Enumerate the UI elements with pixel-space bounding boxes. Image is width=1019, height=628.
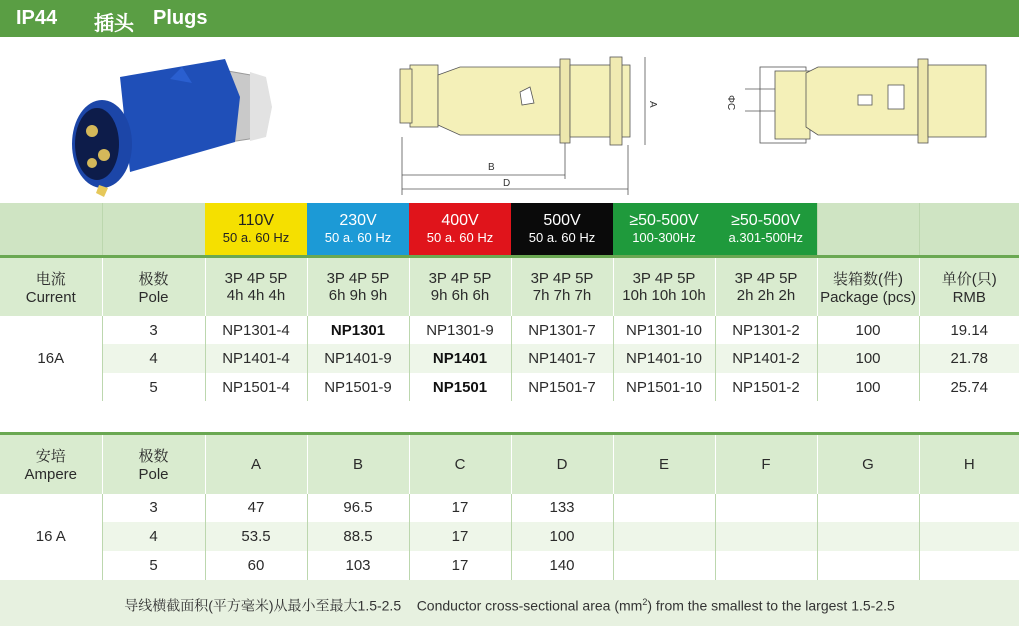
plug-photo: [72, 59, 272, 197]
voltage-cell: ≥50-500V a.301-500Hz: [715, 203, 817, 256]
header-code: IP44: [16, 7, 58, 29]
product-code: NP1401-9: [307, 344, 409, 373]
product-code: NP1501-4: [205, 373, 307, 401]
product-photo-and-drawings: [0, 37, 1019, 203]
note-sup: 2: [642, 597, 648, 607]
product-code: NP1501-7: [511, 373, 613, 401]
product-code: NP1401-4: [205, 344, 307, 373]
note-en-pre: Conductor cross-sectional area (mm: [416, 597, 643, 614]
current-header: 电流 Current: [0, 256, 102, 316]
dim-value: [715, 522, 817, 551]
product-code: NP1401-2: [715, 344, 817, 373]
dim-value: 140: [511, 551, 613, 580]
dim-value: 103: [307, 551, 409, 580]
product-code: NP1401-10: [613, 344, 715, 373]
dim-value: [613, 494, 715, 522]
dim-header: C: [409, 434, 511, 494]
dim-value: 100: [511, 522, 613, 551]
dim-value: 96.5: [307, 494, 409, 522]
table-row: [0, 522, 1019, 551]
ampere-header: 安培 Ampere: [0, 434, 102, 494]
conductor-note: [0, 580, 1019, 626]
voltage-cell: 110V 50 a. 60 Hz: [205, 203, 307, 256]
price-value: 21.78: [919, 344, 1019, 373]
pole-header: 极数 Pole: [102, 434, 205, 494]
dim-header: G: [817, 434, 919, 494]
dim-value: [817, 494, 919, 522]
product-code: NP1401-7: [511, 344, 613, 373]
spec-header: 3P 4P 5P 6h 9h 9h: [307, 256, 409, 316]
pole-value: 5: [102, 551, 205, 580]
dim-value: [715, 551, 817, 580]
dim-value: 17: [409, 522, 511, 551]
voltage-cell: 500V 50 a. 60 Hz: [511, 203, 613, 256]
pole-value: 5: [102, 373, 205, 401]
dim-value: 60: [205, 551, 307, 580]
price-value: 19.14: [919, 316, 1019, 344]
header-title-en: Plugs: [153, 7, 208, 29]
product-code: NP1301-4: [205, 316, 307, 344]
dim-label-b: B: [488, 162, 495, 173]
side-drawing: [400, 57, 645, 195]
product-code: NP1301-7: [511, 316, 613, 344]
ampere-value: 16 A: [0, 494, 102, 580]
dim-value: [613, 551, 715, 580]
dim-value: 88.5: [307, 522, 409, 551]
voltage-band-row: [0, 203, 1019, 256]
dimension-table: [0, 432, 1019, 580]
table-row: [0, 373, 1019, 401]
table1-header-row: [0, 256, 1019, 316]
price-value: 25.74: [919, 373, 1019, 401]
product-code: NP1501-10: [613, 373, 715, 401]
dim-value: [919, 522, 1019, 551]
spec-header: 3P 4P 5P 2h 2h 2h: [715, 256, 817, 316]
product-code: NP1301: [307, 316, 409, 344]
dim-value: [919, 551, 1019, 580]
product-code: NP1501: [409, 373, 511, 401]
table2-header-row: [0, 434, 1019, 494]
dim-header: F: [715, 434, 817, 494]
pole-value: 3: [102, 494, 205, 522]
voltage-cell: 400V 50 a. 60 Hz: [409, 203, 511, 256]
pole-value: 4: [102, 522, 205, 551]
dim-value: [817, 551, 919, 580]
dim-value: 47: [205, 494, 307, 522]
dim-value: [817, 522, 919, 551]
header-title-cn: 插头: [94, 13, 134, 35]
package-value: 100: [817, 316, 919, 344]
header-bar: [0, 0, 1019, 37]
spec-header: 3P 4P 5P 9h 6h 6h: [409, 256, 511, 316]
price-header: 单价(只) RMB: [919, 256, 1019, 316]
dim-value: 17: [409, 494, 511, 522]
product-code: NP1401: [409, 344, 511, 373]
dim-label-d: D: [503, 178, 511, 189]
dim-header: E: [613, 434, 715, 494]
spec-header: 3P 4P 5P 7h 7h 7h: [511, 256, 613, 316]
dim-value: [613, 522, 715, 551]
package-value: 100: [817, 344, 919, 373]
pole-value: 4: [102, 344, 205, 373]
voltage-cell: ≥50-500V 100-300Hz: [613, 203, 715, 256]
product-code: NP1501-9: [307, 373, 409, 401]
product-images: [0, 37, 1019, 203]
dim-value: 53.5: [205, 522, 307, 551]
dim-header: D: [511, 434, 613, 494]
front-drawing: [745, 59, 986, 143]
voltage-cell: 230V 50 a. 60 Hz: [307, 203, 409, 256]
note-en-post: ) from the smallest to the largest 1.5-2.5: [647, 597, 895, 614]
product-code: NP1301-2: [715, 316, 817, 344]
current-value: 16A: [0, 316, 102, 401]
dim-header: A: [205, 434, 307, 494]
product-code-table: [0, 203, 1019, 401]
dim-header: B: [307, 434, 409, 494]
spec-header: 3P 4P 5P 10h 10h 10h: [613, 256, 715, 316]
table-row: [0, 551, 1019, 580]
product-code: NP1501-2: [715, 373, 817, 401]
table-row: [0, 344, 1019, 373]
dim-value: [715, 494, 817, 522]
package-value: 100: [817, 373, 919, 401]
table-row: [0, 494, 1019, 522]
product-code: NP1301-10: [613, 316, 715, 344]
package-header: 装箱数(件) Package (pcs): [817, 256, 919, 316]
pole-header: 极数 Pole: [102, 256, 205, 316]
dim-label-c: ΦC: [725, 95, 736, 111]
dim-header: H: [919, 434, 1019, 494]
pole-value: 3: [102, 316, 205, 344]
dim-value: [919, 494, 1019, 522]
product-code: NP1301-9: [409, 316, 511, 344]
dim-label-a: A: [647, 101, 658, 108]
note-cn: 导线横截面积(平方毫米)从最小至最大1.5-2.5: [124, 597, 402, 614]
dim-value: 17: [409, 551, 511, 580]
dim-value: 133: [511, 494, 613, 522]
spec-header: 3P 4P 5P 4h 4h 4h: [205, 256, 307, 316]
table-row: [0, 316, 1019, 344]
